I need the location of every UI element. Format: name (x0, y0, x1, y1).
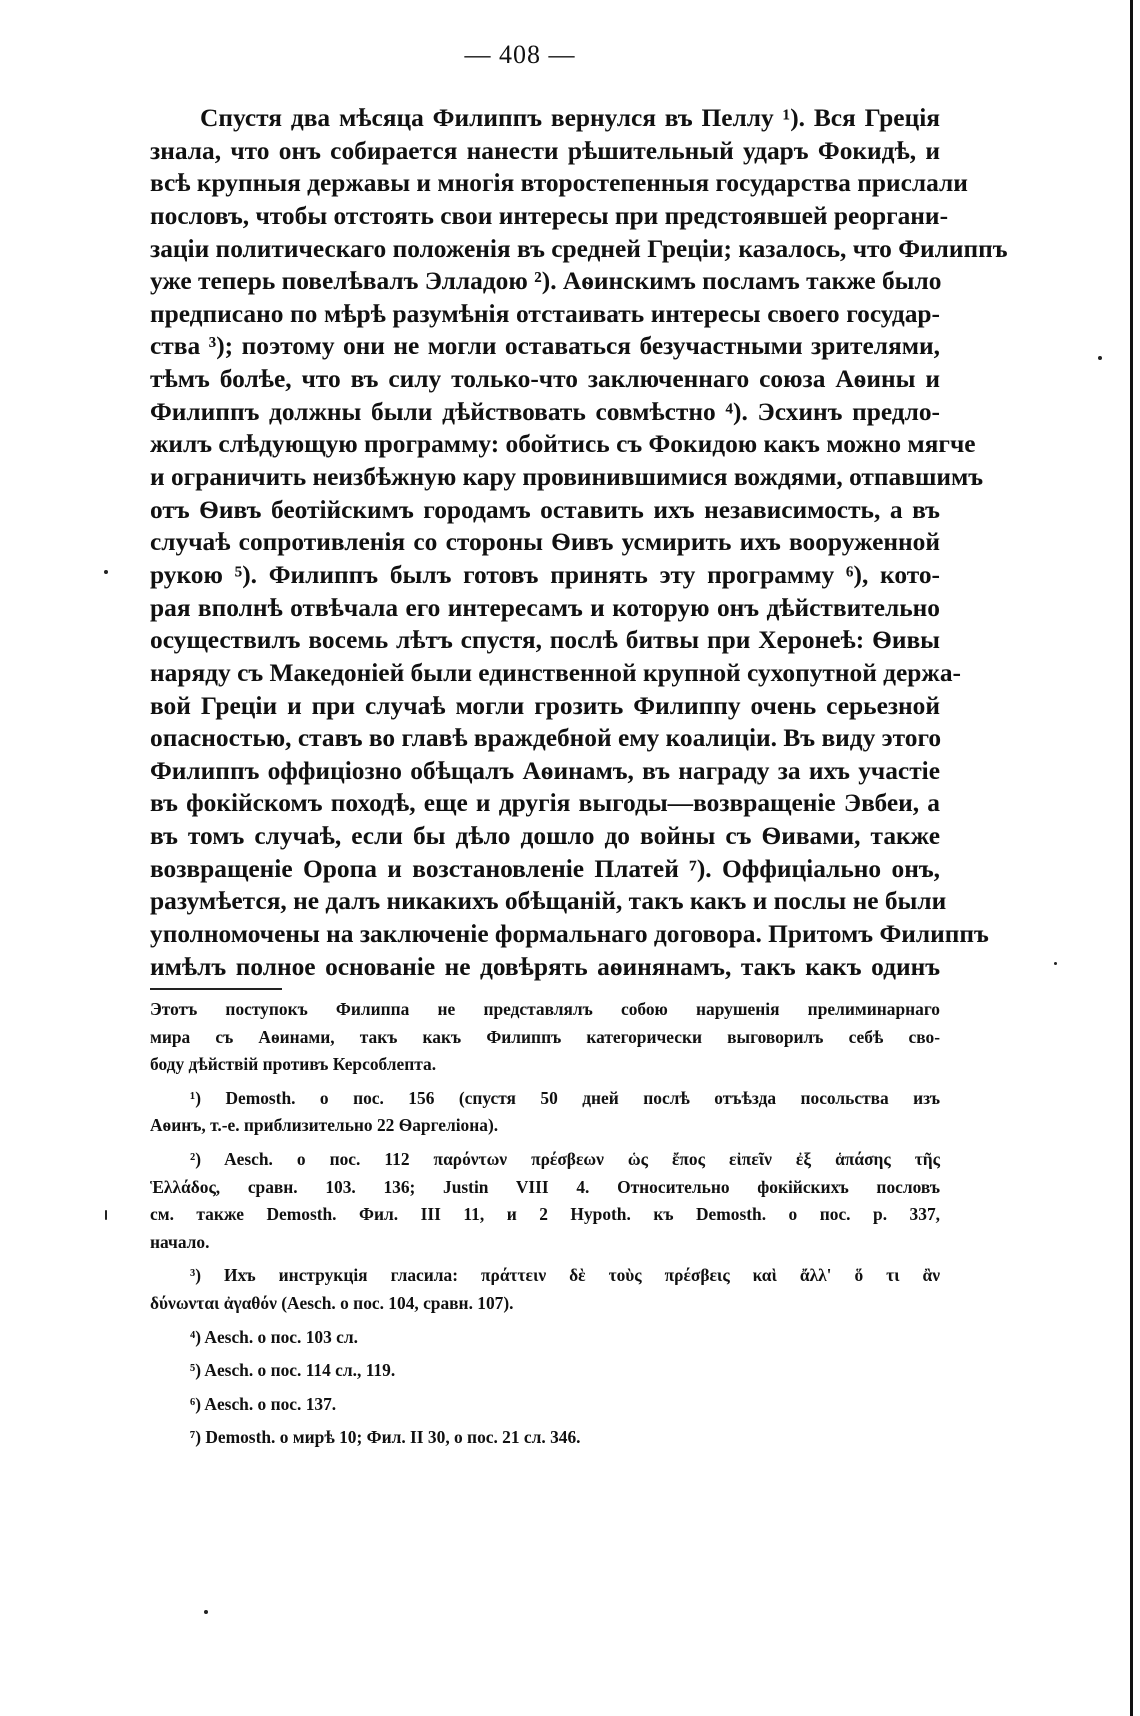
footnote (150, 996, 940, 1079)
text-line: тѣмъ болѣе, что въ силу только-что заключеннаго союза Аѳины и (150, 365, 940, 394)
footnote (150, 1424, 940, 1452)
scan-speck (1054, 962, 1057, 965)
page-number: — 408 — (464, 40, 576, 69)
footnote-line: ⁷) Demosth. о мирѣ 10; Фил. II 30, о пос. 21 сл. 346. (190, 1427, 581, 1448)
text-line: уполномочены на заключеніе формальнаго договора. Притомъ Филиппъ (150, 920, 989, 949)
footnotes-section (150, 996, 940, 1452)
footnote-line: боду дѣйствій противъ Керсоблепта. (150, 1054, 437, 1075)
text-line: Филиппъ оффиціозно обѣщалъ Аѳинамъ, въ награду за ихъ участіе (150, 756, 940, 785)
footnote-line: ²) Aesch. о пос. 112 παρόντων πρέσβεων ὡς ἔπος εἰπεῖν ἐξ ἁπάσης τῆς (190, 1148, 940, 1169)
footnote-separator-rule (150, 988, 282, 990)
scan-speck (105, 1210, 107, 1220)
scan-speck (1098, 356, 1102, 360)
footnote (150, 1324, 940, 1352)
text-line: пословъ, чтобы отстоять свои интересы при предстоявшей реоргани- (150, 201, 949, 230)
text-line: въ фокійскомъ походѣ, еще и другія выгоды—возвращеніе Эвбеи, а (150, 789, 940, 818)
footnote-line: δύνωνται ἀγαθόν (Aesch. о пос. 104, сравн. 107). (150, 1292, 514, 1313)
text-line: осуществилъ восемь лѣтъ спустя, послѣ битвы при Херонеѣ: Ѳивы (150, 626, 940, 655)
text-line: и ограничить неизбѣжную кару провинившимися вождями, отпавшимъ (150, 463, 984, 492)
main-body-text (150, 102, 1008, 983)
text-line: разумѣется, не далъ никакихъ обѣщаній, такъ какъ и послы не были (150, 887, 947, 916)
footnote (150, 1085, 940, 1140)
text-line: уже теперь повелѣвалъ Элладою ²). Аѳинскимъ посламъ также было (150, 267, 942, 296)
footnote-line: Этотъ поступокъ Филиппа не представлялъ собою нарушенія прелиминарнаго (150, 999, 940, 1019)
page-edge-border (1130, 0, 1133, 1716)
scan-speck (104, 570, 108, 574)
text-line: наряду съ Македоніей были единственной крупной сухопутной держа- (150, 658, 961, 687)
text-line: предписано по мѣрѣ разумѣнія отстаивать интересы своего государ- (150, 299, 940, 328)
text-line: ства ³); поэтому они не могли оставаться безучастными зрителями, (150, 332, 940, 361)
scan-speck (204, 1610, 208, 1614)
footnote-line: ¹) Demosth. о пос. 156 (спустя 50 дней послѣ отъѣзда посольства изъ (190, 1087, 940, 1108)
footnote (150, 1146, 940, 1256)
footnote-line: ⁴) Aesch. о пос. 103 сл. (190, 1326, 358, 1347)
text-line: въ томъ случаѣ, если бы дѣло дошло до войны съ Ѳивами, также (150, 822, 940, 851)
footnote (150, 1357, 940, 1385)
footnote (150, 1262, 940, 1317)
text-line: жилъ слѣдующую программу: обойтись съ Фокидою какъ можно мягче (150, 430, 976, 459)
footnote-line: ³) Ихъ инструкція гласила: πράττειν δὲ τοὺς πρέσβεις καὶ ἄλλ' ὅ τι ἂν (190, 1265, 940, 1286)
footnote-line: Ἑλλάδος, сравн. 103. 136; Justin VIII 4. Относительно фокійскихъ пословъ (150, 1176, 940, 1197)
text-line: Спустя два мѣсяца Филиппъ вернулся въ Пеллу ¹). Вся Греція (200, 104, 940, 132)
text-line: знала, что онъ собирается нанести рѣшительный ударъ Фокидѣ, и (150, 136, 940, 165)
footnote-line: ⁵) Aesch. о пос. 114 сл., 119. (190, 1360, 396, 1381)
text-line: рукою ⁵). Филиппъ былъ готовъ принять эту программу ⁶), кото- (150, 560, 940, 589)
text-line: Филиппъ должны были дѣйствовать совмѣстно ⁴). Эсхинъ предло- (150, 397, 940, 426)
footnote (150, 1391, 940, 1419)
text-line: заціи политическаго положенія въ средней Греціи; казалось, что Филиппъ (150, 234, 1008, 263)
footnote-line: см. также Demosth. Фил. III 11, и 2 Hypoth. къ Demosth. о пос. р. 337, (150, 1204, 940, 1225)
text-line: вой Греціи и при случаѣ могли грозить Филиппу очень серьезной (150, 691, 940, 720)
text-line: опасностью, ставъ во главѣ враждебной ему коалиціи. Въ виду этого (150, 724, 942, 753)
text-line: случаѣ сопротивленія со стороны Ѳивъ усмирить ихъ вооруженной (150, 528, 940, 557)
footnote-line: начало. (150, 1231, 210, 1252)
text-line: возвращеніе Оропа и возстановленіе Платей ⁷). Оффиціально онъ, (150, 854, 940, 883)
text-line: имѣлъ полное основаніе не довѣрять аѳинянамъ, такъ какъ одинъ (150, 952, 940, 981)
footnote-line: ⁶) Aesch. о пос. 137. (190, 1393, 337, 1414)
footnote-line: мира съ Аѳинами, такъ какъ Филиппъ категорически выговорилъ себѣ сво- (150, 1026, 940, 1047)
text-line: рая вполнѣ отвѣчала его интересамъ и которую онъ дѣйствительно (150, 593, 940, 622)
footnote-line: Аѳинъ, т.-е. приблизительно 22 Ѳаргеліона). (150, 1115, 499, 1136)
text-line: отъ Ѳивъ беотійскимъ городамъ оставить ихъ независимость, а въ (150, 495, 940, 524)
text-line: всѣ крупныя державы и многія второстепенныя государства прислали (150, 169, 968, 198)
